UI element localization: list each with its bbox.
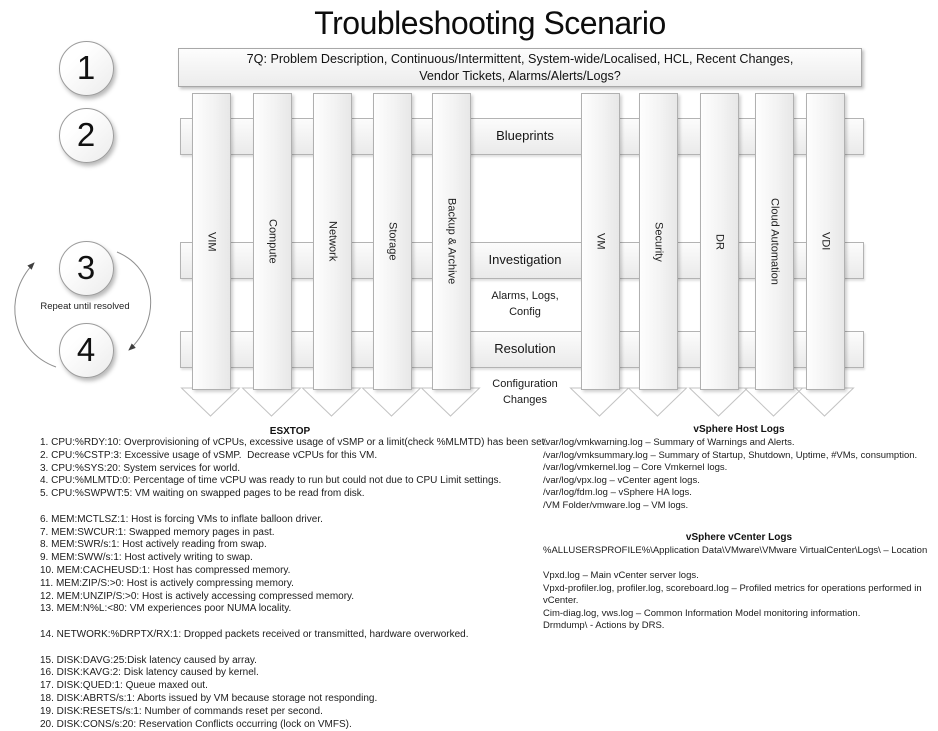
band-label-resolution: Resolution (494, 341, 556, 356)
vcenter-log-line: Drmdump\ - Actions by DRS. (543, 620, 665, 631)
esxtop-line: 9. MEM:SWW/s:1: Host actively writing to swap. (40, 552, 253, 564)
esxtop-line: 6. MEM:MCTLSZ:1: Host is forcing VMs to inflate balloon driver. (40, 513, 323, 525)
column-compute (253, 93, 292, 390)
column-vm (581, 93, 620, 390)
column-storage (373, 93, 412, 390)
esxtop-line: 13. MEM:N%L:<80: VM experiences poor NUMA locality. (40, 603, 292, 615)
step-circle-2: 2 (59, 108, 114, 163)
esxtop-line: 16. DISK:KAVG:2: Disk latency caused by kernel. (40, 667, 259, 679)
column-label: Backup & Archive (445, 198, 458, 285)
host-log-line: /var/log/fdm.log – vSphere HA logs. (543, 487, 692, 498)
step-circle-1: 1 (59, 41, 114, 96)
vcenter-log-line: vCenter. (543, 595, 579, 606)
esxtop-line: 2. CPU:%CSTP:3: Excessive usage of vSMP. Decrease vCPUs for this VM. (40, 449, 378, 461)
question-text-line2: Vendor Tickets, Alarms/Alerts/Logs? (419, 68, 621, 83)
arrow-up-left (15, 263, 56, 367)
page-title: Troubleshooting Scenario (314, 5, 666, 41)
esxtop-line: 4. CPU:%MLMTD:0: Percentage of time vCPU was ready to run but could not due to CPU Limit settings. (40, 475, 502, 487)
column-label: Storage (386, 222, 399, 261)
column-label: VDI (819, 232, 832, 251)
host-logs-title: vSphere Host Logs (693, 424, 785, 435)
column-label: Cloud Automation (768, 198, 781, 285)
host-log-line: /var/log/vpx.log – vCenter agent logs. (543, 474, 700, 486)
column-label: DR (713, 233, 726, 250)
question-text-line1: 7Q: Problem Description, Continuous/Intermittent, System-wide/Localised, HCL, Recent Changes, (246, 52, 794, 66)
column-cloud-automation (755, 93, 794, 390)
vcenter-logs-title: vSphere vCenter Logs (685, 532, 793, 543)
column-security (639, 93, 678, 390)
esxtop-line: 18. DISK:ABRTS/s:1: Aborts issued by VM because storage not responding. (40, 692, 378, 704)
column-label: VM (594, 233, 607, 250)
band-label-blueprints: Blueprints (496, 128, 554, 143)
vcenter-log-line: Vpxd.log – Main vCenter server logs. (543, 570, 699, 581)
column-label: Compute (266, 219, 279, 264)
host-log-line: /VM Folder/vmware.log – VM logs. (543, 499, 689, 511)
config-note-line1: Configuration (492, 378, 558, 390)
repeat-note: Repeat until resolved (40, 301, 130, 312)
esxtop-line: 8. MEM:SWR/s:1: Host actively reading from swap. (40, 539, 267, 551)
esxtop-line: 7. MEM:SWCUR:1: Swapped memory pages in past. (40, 526, 275, 538)
column-label: VIM (205, 231, 218, 252)
esxtop-line: 14. NETWORK:%DRPTX/RX:1: Dropped packets received or transmitted, hardware overworked. (40, 628, 469, 640)
esxtop-line: 17. DISK:QUED:1: Queue maxed out. (40, 680, 208, 692)
host-log-line: /var/log/vmkwarning.log – Summary of Warnings and Alerts. (543, 437, 795, 448)
vcenter-log-line: %ALLUSERSPROFILE%\Application Data\VMware\VMware VirtualCenter\Logs\ – Location (543, 545, 928, 556)
vcenter-log-line: Cim-diag.log, vws.log – Common Information Model monitoring information. (543, 607, 861, 619)
alarms-note-line2: Config (509, 305, 541, 318)
esxtop-title: ESXTOP (269, 426, 311, 437)
esxtop-line: 12. MEM:UNZIP/S:>0: Host is actively accessing compressed memory. (40, 590, 355, 602)
host-log-line: /var/log/vmksummary.log – Summary of Startup, Shutdown, Uptime, #VMs, consumption. (543, 449, 918, 461)
configuration-changes-note (469, 377, 581, 408)
column-vdi (806, 93, 845, 390)
esxtop-line: 20. DISK:CONS/s:20: Reservation Conflicts occurring (lock on VMFS). (40, 718, 352, 730)
column-vim (192, 93, 231, 390)
esxtop-line: 19. DISK:RESETS/s:1: Number of commands reset per second. (40, 705, 323, 717)
alarms-note-line1: Alarms, Logs, (491, 290, 559, 302)
column-label: Security (652, 221, 665, 262)
step-circle-3: 3 (59, 241, 114, 296)
esxtop-line: 1. CPU:%RDY:10: Overprovisioning of vCPUs, excessive usage of vSMP or a limit(check %MLMTD) has been set. (40, 437, 548, 448)
band-label-investigation: Investigation (488, 252, 562, 267)
config-note-line2: Changes (502, 393, 548, 406)
esxtop-line: 10. MEM:CACHEUSD:1: Host has compressed memory. (40, 564, 291, 576)
esxtop-line: 3. CPU:%SYS:20: System services for world. (40, 462, 241, 474)
column-label: Network (326, 221, 339, 262)
esxtop-line: 15. DISK:DAVG:25:Disk latency caused by array. (40, 654, 257, 666)
column-backup-archive (432, 93, 471, 390)
esxtop-line: 5. CPU:%SWPWT:5: VM waiting on swapped pages to be read from disk. (40, 488, 365, 500)
esxtop-line: 11. MEM:ZIP/S:>0: Host is actively compressing memory. (40, 577, 294, 589)
vcenter-log-line: Vpxd-profiler.log, profiler.log, scoreboard.log – Profiled metrics for operations performed in (543, 582, 922, 594)
column-network (313, 93, 352, 390)
host-log-line: /var/log/vmkernel.log – Core Vmkernel logs. (543, 462, 728, 473)
column-dr (700, 93, 739, 390)
alarms-logs-config-note (469, 289, 581, 320)
step-circle-4: 4 (59, 323, 114, 378)
